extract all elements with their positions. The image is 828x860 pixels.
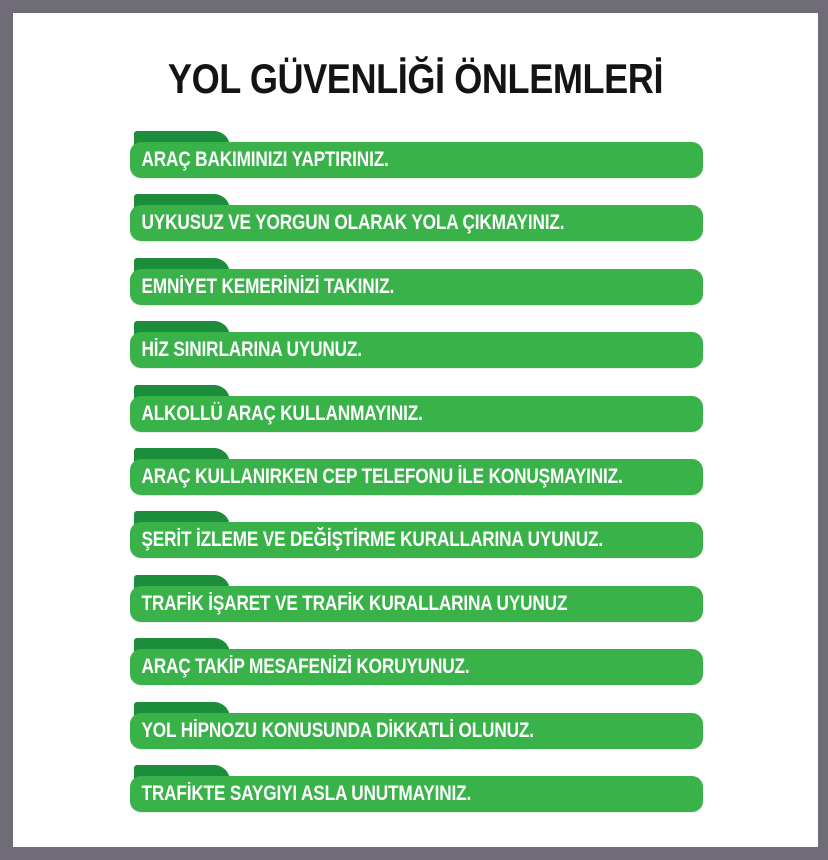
item-bar xyxy=(130,332,703,368)
list-item-8 xyxy=(130,575,703,623)
item-bar xyxy=(130,205,703,241)
list-item-11 xyxy=(130,765,703,813)
item-bar xyxy=(130,269,703,305)
list-item-10 xyxy=(130,702,703,750)
item-text: TRAFİKTE SAYGIYI ASLA UNUTMAYINIZ. xyxy=(141,781,472,805)
item-bar xyxy=(130,522,703,558)
item-text: TRAFİK İŞARET VE TRAFİK KURALLARINA UYUNUZ xyxy=(141,591,568,615)
safety-measures-list xyxy=(130,131,703,828)
list-item-3 xyxy=(130,258,703,306)
list-item-1 xyxy=(130,131,703,179)
list-item-7 xyxy=(130,511,703,559)
item-bar xyxy=(130,586,703,622)
item-text: ŞERİT İZLEME VE DEĞİŞTİRME KURALLARINA UYUNUZ. xyxy=(141,528,604,552)
item-bar xyxy=(130,459,703,495)
item-bar xyxy=(130,776,703,812)
poster-title: YOL GÜVENLİĞİ ÖNLEMLERİ xyxy=(167,55,664,102)
item-bar xyxy=(130,396,703,432)
item-text: ARAÇ KULLANIRKEN CEP TELEFONU İLE KONUŞMAYINIZ. xyxy=(141,464,623,488)
item-text: ARAÇ TAKİP MESAFENİZİ KORUYUNUZ. xyxy=(141,655,470,679)
item-text: EMNİYET KEMERİNİZİ TAKINIZ. xyxy=(141,274,395,298)
list-item-6 xyxy=(130,448,703,496)
item-bar xyxy=(130,142,703,178)
list-item-2 xyxy=(130,194,703,242)
list-item-5 xyxy=(130,385,703,433)
poster-page xyxy=(13,13,818,847)
list-item-9 xyxy=(130,638,703,686)
item-text: ARAÇ BAKIMINIZI YAPTIRINIZ. xyxy=(141,148,389,171)
item-text: UYKUSUZ VE YORGUN OLARAK YOLA ÇIKMAYINIZ. xyxy=(141,211,565,235)
item-text: ALKOLLÜ ARAÇ KULLANMAYINIZ. xyxy=(141,401,423,425)
item-text: YOL HİPNOZU KONUSUNDA DİKKATLİ OLUNUZ. xyxy=(141,718,534,742)
list-item-4 xyxy=(130,321,703,369)
item-bar xyxy=(130,713,703,749)
item-text: HİZ SINIRLARINA UYUNUZ. xyxy=(141,338,362,362)
item-bar xyxy=(130,649,703,685)
